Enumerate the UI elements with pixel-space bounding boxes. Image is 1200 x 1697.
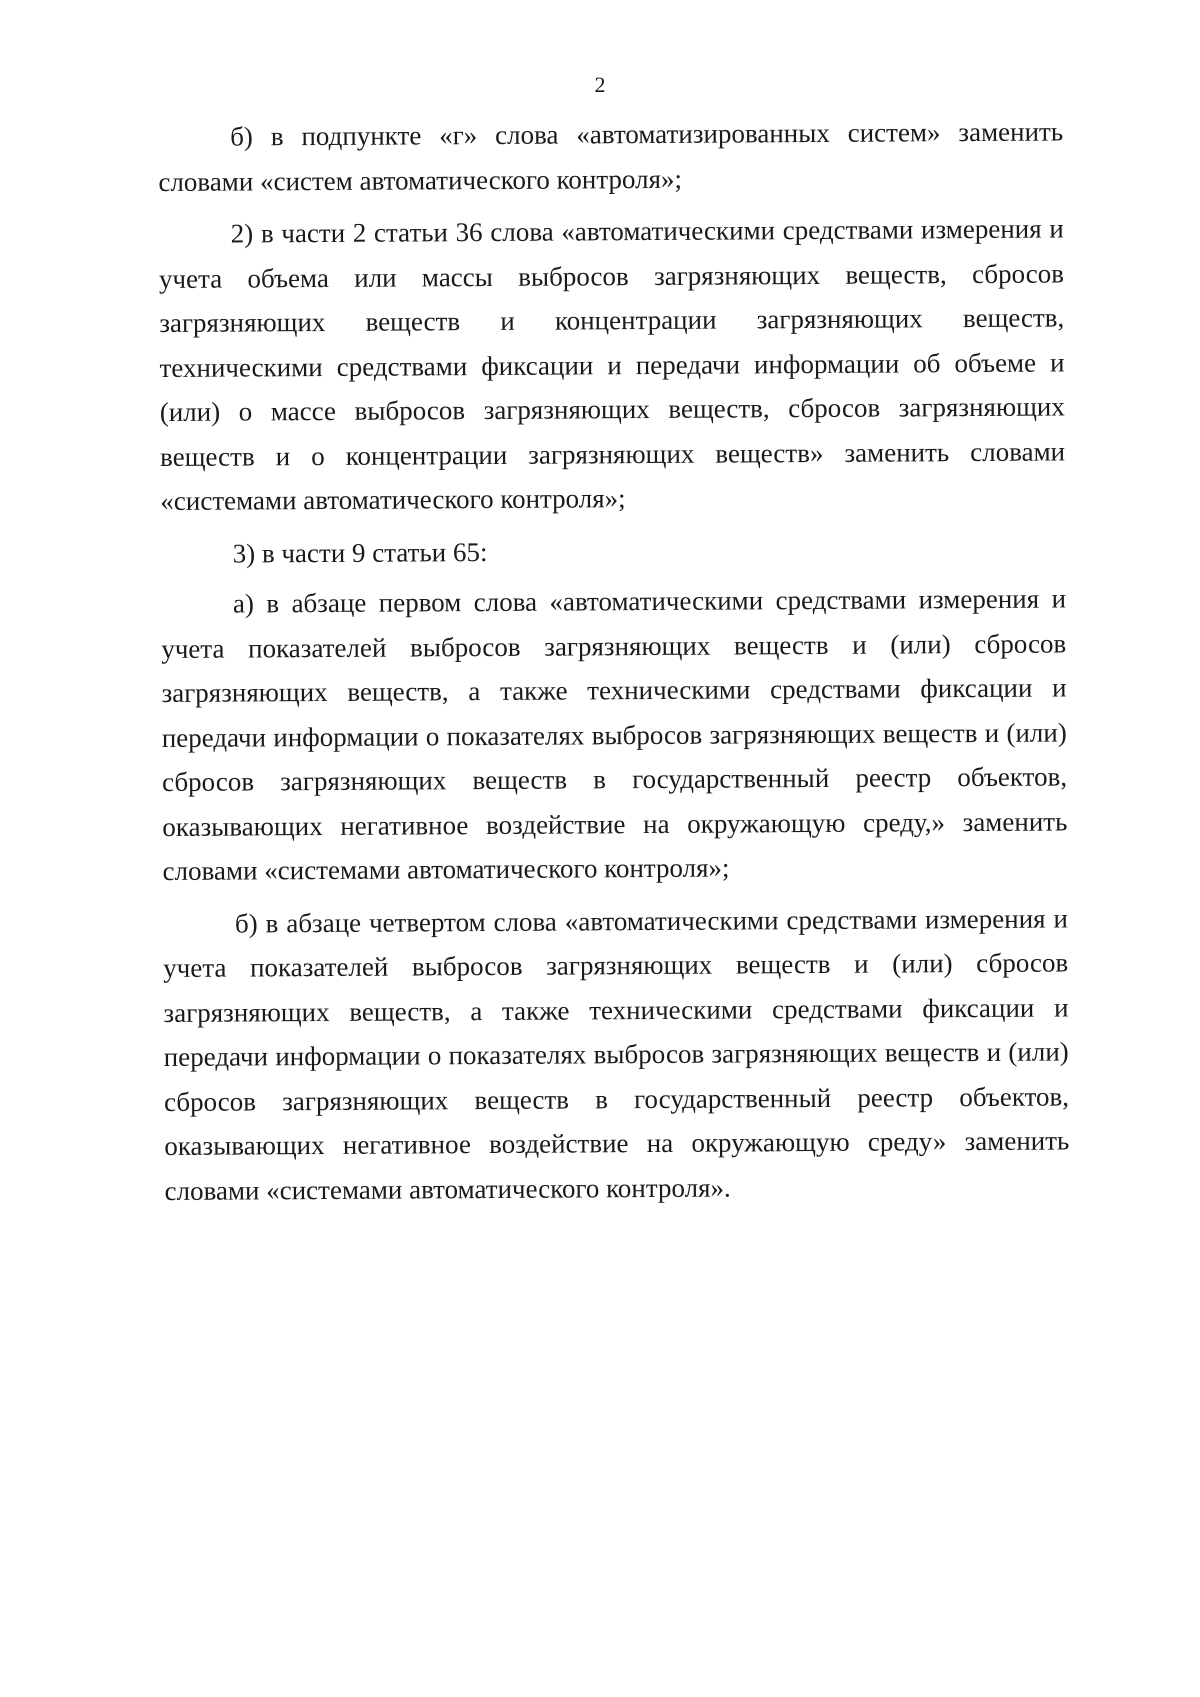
paragraph-3-statya-65: 3) в части 9 статьи 65: — [232, 536, 488, 569]
paragraph-2-statya-36: 2) в части 2 статьи 36 слова «автоматическими средствами измерения и учета объема или массы выбросов загрязняющих веществ, сбросов загрязняющих веществ и концентрации загрязняющих веществ, техническими средствами фиксации и передачи информации об объеме и (или) о массе выбросов загрязняющих веществ, сбросов загрязняющих веществ и о концентрации загрязняющих веществ» заменить словами «системами автоматического контроля»; — [158, 213, 1066, 516]
document-body — [158, 109, 1070, 1221]
page-number: 2 — [594, 72, 606, 97]
paragraph-3b-abzac-chetvertyi: б) в абзаце четвертом слова «автоматическими средствами измерения и учета показателей выбросов загрязняющих веществ и (или) сбросов загрязняющих веществ, а также техническими средствами фиксации и передачи информации о показателях выбросов загрязняющих веществ и (или) сбросов загрязняющих веществ в государственный реестр объектов, оказывающих негативное воздействие на окружающую среду» заменить словами «системами автоматического контроля». — [163, 902, 1070, 1206]
paragraph-1b-podpunkt-g: б) в подпункте «г» слова «автоматизированных систем» заменить словами «систем автоматического контроля»; — [158, 116, 1064, 197]
paragraph-3a-abzac-pervyi: а) в абзаце первом слова «автоматическими средствами измерения и учета показателей выбросов загрязняющих веществ и (или) сбросов загрязняющих веществ, а также техническими средствами фиксации и передачи информации о показателях выбросов загрязняющих веществ и (или) сбросов загрязняющих веществ в государственный реестр объектов, оказывающих негативное воздействие на окружающую среду,» заменить словами «системами автоматического контроля»; — [161, 583, 1068, 886]
